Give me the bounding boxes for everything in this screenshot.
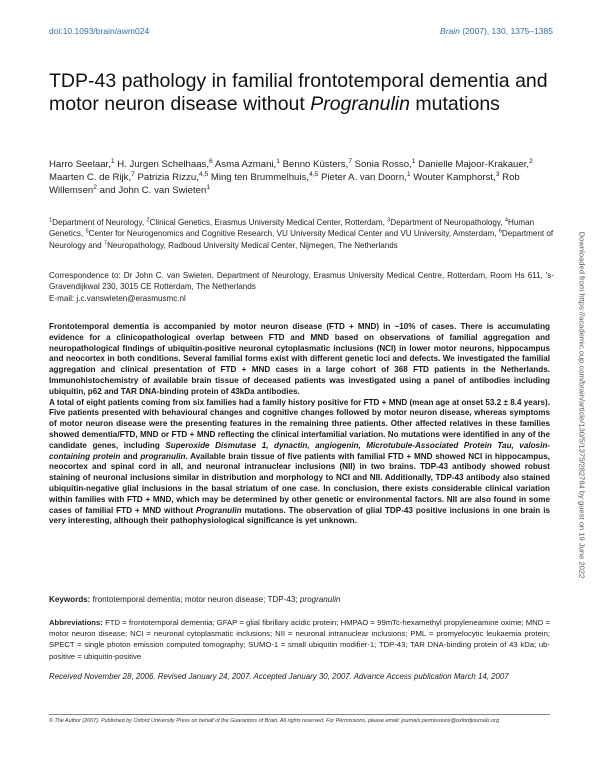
affiliation-text: Center for Neurogenomics and Cognitive Research, VU University Medical Center and VU University, Amsterdam, (88, 229, 499, 239)
abstract-text: . Available brain tissue of five patients with familial FTD + MND showed NCI in hippocampus, neocortex and spinal cord in all, and neuronal intranuclear inclusions (NII) in two brains. TDP-43 antibody showed robust staining of neuronal inclusions similar in distribution and morphology to NCI and NII. Additionally, TDP-43 antibody also stained ubiquitin-negative glial inclusions in the basal striatum of one case. In conclusion, there exists considerable clinical variation within families with FTD + MND, which may be determined by other genetic or environmental factors. NII are also found in some cases of familial FTD + MND without (49, 451, 550, 515)
author-name: and John C. van Swieten (97, 185, 207, 196)
affiliation-number: 5 (85, 228, 89, 235)
keywords-italic: progranulin (299, 595, 341, 604)
author-affiliation-mark: 1 (411, 157, 416, 165)
author-affiliation-mark: 2 (93, 183, 97, 191)
abbreviations-label: Abbreviations: (49, 618, 103, 627)
copyright-footer: © The Author (2007). Published by Oxford University Press on behalf of the Guarantors of Brain. All rights reserved. For Permissions, please email: journals.permissions@oxfordjournals.org (49, 718, 500, 724)
affiliation-number: 2 (146, 217, 150, 224)
abstract (49, 322, 550, 527)
affiliation-number: 3 (387, 217, 391, 224)
author-name: Maarten C. de Rijk, (49, 172, 132, 183)
affiliation-text: Department of Neurology, (52, 218, 147, 227)
citation-details: (2007), 130, 1375–1385 (462, 26, 553, 36)
author-name: Pieter A. van Doorn, (318, 172, 407, 183)
abstract-gene: Progranulin (196, 505, 242, 515)
abstract-paragraph-2 (49, 398, 550, 528)
author-name: Patrizia Rizzu, (134, 172, 199, 183)
author-name: Harro Seelaar, (49, 159, 111, 170)
footer-divider (49, 714, 550, 715)
title-tail: mutations (409, 93, 500, 115)
article-title (49, 70, 549, 116)
affiliation-text: Neuropathology, Radboud University Medical Center, Nijmegen, The Netherlands (107, 240, 398, 250)
affiliation-text: Department of Neuropathology, (390, 218, 505, 227)
correspondence (49, 270, 554, 304)
author-affiliation-mark: 7 (348, 157, 352, 165)
download-watermark: Downloaded from https://academic.oup.com/brain/article/130/5/1375/282784 by guest on 19 June 2022 (577, 231, 587, 579)
abstract-paragraph-1: Frontotemporal dementia is accompanied by motor neuron disease (FTD + MND) in ~10% of cases. There is accumulating evidence for a clinicopathological overlap between FTD and MND based on observations of familial aggregation and neuropathological findings of ubiquitin-positive neuronal cytoplasmatic inclusions (NCI) in lower motor neurons, hippocampus and neocortex in both conditions. Several familial forms exist with different genetic loci and defects. We investigated the familial aggregation and clinical presentation of FTD + MND cases in a large cohort of 368 FTD patients in the Netherlands. Immunohistochemistry of available brain tissue of deceased patients was investigated using a panel of antibodies including ubiquitin, p62 and TAR DNA-binding protein of 43kDa antibodies. (49, 322, 550, 396)
author-list (49, 158, 554, 197)
doi-link[interactable]: doi:10.1093/brain/awm024 (49, 26, 150, 36)
affiliation-text: Clinical Genetics, Erasmus University Medical Center, Rotterdam, (149, 218, 388, 227)
affiliation-number: 7 (103, 239, 108, 246)
affiliation-number: 1 (49, 217, 53, 224)
abbreviations-text: FTD = frontotemporal dementia; GFAP = glial fibrillary acidic protein; HMPAO = 99mTc-hexamethyl propyleneamine oxime; MND = motor neuron disease; NCI = neuronal cytoplasmatic inclusions; NII = neuronal intranuclear inclusions; PML = promyelocytic leukaemia protein; SPECT = single photon emission computed tomography; SUMO-1 = small ubiquitin modifier-1; TDP-43; TAR DNA-binding protein of 43 kDa; ub-positive = ubiquitin-positive (49, 618, 550, 661)
author-name: Asma Azmani, (212, 159, 277, 170)
affiliation-number: 4 (504, 217, 509, 224)
author-affiliation-mark: 1 (276, 157, 280, 165)
author-name: Wouter Kamphorst, (410, 172, 496, 183)
author-name: Rob Willemsen (49, 172, 520, 196)
title-main: TDP-43 pathology in familial frontotemporal dementia and motor neuron disease without (49, 70, 548, 115)
abstract-text: A total of eight patients coming from six families had a family history positive for FTD + MND (mean age at onset 53.2 ± 8.4 years). Five patients presented with behavioural changes and cognitive changes followed by motor neuron disease, whereas symptoms of motor neuron disease were the presenting features in the remaining three patients. Other affected relatives in these families showed dementia/FTD, MND or FTD + MND reflecting the clinical interfamilial variation. No mutations were identified in any of the candidate genes, including (49, 397, 550, 450)
journal-citation (440, 26, 553, 36)
abbreviations (49, 617, 550, 662)
affiliation-number: 6 (498, 228, 502, 235)
received-dates: Received November 28, 2006. Revised January 24, 2007. Accepted January 30, 2007. Advance Access publication March 14, 2007 (49, 672, 509, 681)
journal-name: Brain (440, 26, 460, 36)
author-name: Ming ten Brummelhuis, (208, 172, 309, 183)
author-affiliation-mark: 2 (529, 157, 533, 165)
author-name: H. Jurgen Schelhaas, (114, 159, 210, 170)
affiliation-text: Department of Neurology and (49, 229, 554, 250)
author-affiliation-mark: 3 (495, 170, 500, 178)
author-affiliation-mark: 4,5 (198, 170, 209, 178)
author-affiliation-mark: 1 (406, 170, 411, 178)
correspondence-email[interactable]: E-mail: j.c.vanswieten@erasmusmc.nl (49, 293, 186, 303)
author-affiliation-mark: 1 (110, 157, 115, 165)
author-affiliation-mark: 4,5 (308, 170, 319, 178)
author-name: Danielle Majoor-Krakauer, (415, 159, 530, 170)
author-affiliation-mark: 6 (209, 157, 213, 165)
title-italic: Progranulin (310, 93, 410, 115)
author-name: Sonia Rosso, (351, 159, 412, 170)
abstract-text: and (120, 451, 141, 461)
keywords (49, 595, 554, 604)
abstract-text: mutations. The observation of glial TDP-43 positive inclusions in one brain is very interesting, although their pathophysiological significance is yet unknown. (49, 505, 550, 526)
author-name: Benno Küsters, (279, 159, 349, 170)
affiliation-text: Human Genetics, (49, 218, 535, 239)
affiliations (49, 217, 554, 251)
abstract-gene-list: Superoxide Dismutase 1, dynactin, angiogenin, Microtubule-Associated Protein Tau, valosin-containing protein (49, 440, 551, 461)
author-affiliation-mark: 7 (131, 170, 135, 178)
correspondence-address: Correspondence to: Dr John C. van Swieten, Department of Neurology, Erasmus University Medical Centre, Rotterdam, Room Hs 611, 's-Gravendijkwal 230, 3015 CE Rotterdam, The Netherlands (49, 271, 554, 292)
author-affiliation-mark: 1 (206, 183, 211, 191)
keywords-label: Keywords: (49, 595, 91, 604)
keywords-text: frontotemporal dementia; motor neuron disease; TDP-43; (90, 595, 300, 604)
abstract-gene: progranulin (140, 451, 186, 461)
